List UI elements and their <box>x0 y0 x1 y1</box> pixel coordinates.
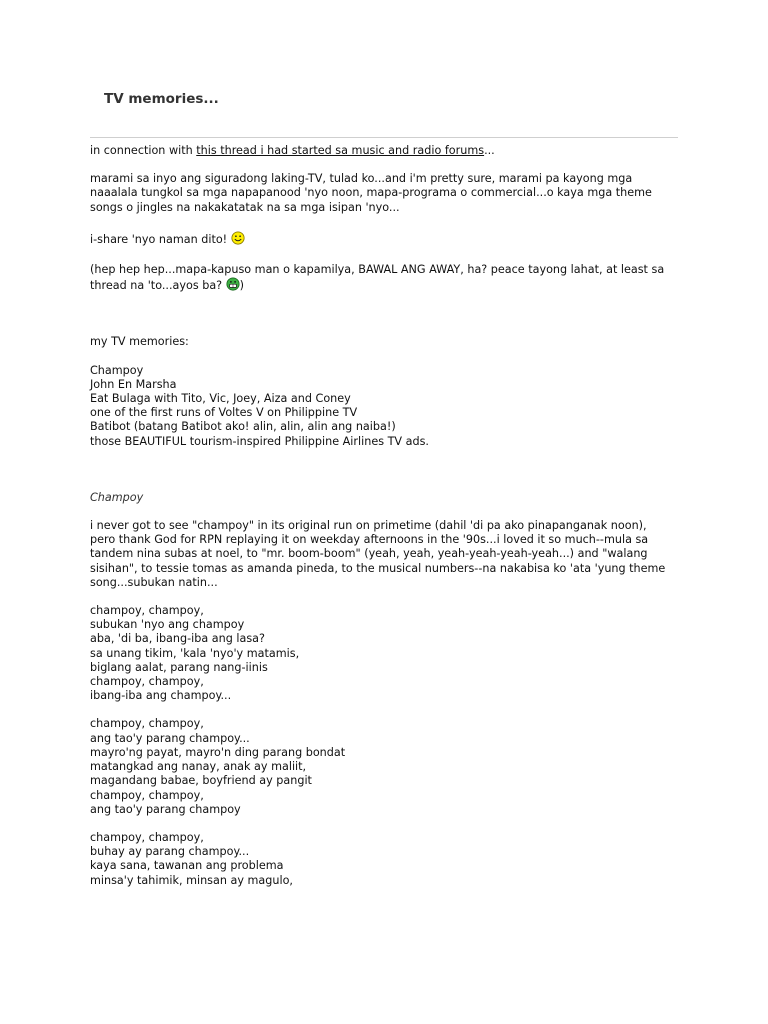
lyrics-verse-2 <box>90 717 690 816</box>
memories-heading: my TV memories: <box>90 335 189 349</box>
lyric-line: subukan 'nyo ang champoy <box>90 618 245 632</box>
lyric-line: ang tao'y parang champoy <box>90 802 241 816</box>
smile-icon <box>231 231 245 245</box>
share-line <box>90 231 690 247</box>
intro-paragraph <box>90 144 690 158</box>
lyric-line: champoy, champoy, <box>90 830 204 844</box>
lyric-line: ibang-iba ang champoy... <box>90 689 232 703</box>
note-line: thread na 'to...ayos ba? <box>90 279 226 293</box>
memory-item: John En Marsha <box>90 377 177 391</box>
memory-item: Champoy <box>90 363 144 377</box>
section-heading: Champoy <box>90 490 144 504</box>
memories-list <box>90 364 690 449</box>
paragraph-1-line: songs o jingles na nakakatatak na sa mga isipan 'nyo... <box>90 200 400 214</box>
lyric-line: magandang babae, boyfriend ay pangit <box>90 774 312 788</box>
paragraph-1-line: marami sa inyo ang siguradong laking-TV, tulad ko...and i'm pretty sure, marami pa kayong mga <box>90 172 633 186</box>
grin-icon <box>226 277 240 291</box>
intro-prefix: in connection with <box>90 144 197 157</box>
section-paragraph <box>90 519 690 590</box>
lyric-line: biglang aalat, parang nang-iinis <box>90 660 268 674</box>
memory-item: Eat Bulaga with Tito, Vic, Joey, Aiza and Coney <box>90 392 351 406</box>
intro-suffix: ... <box>484 144 495 157</box>
memory-item: those BEAUTIFUL tourism-inspired Philippine Airlines TV ads. <box>90 434 429 448</box>
lyric-line: champoy, champoy, <box>90 717 204 731</box>
share-text: i-share 'nyo naman dito! <box>90 232 231 246</box>
lyric-line: champoy, champoy, <box>90 788 204 802</box>
lyric-line: champoy, champoy, <box>90 604 204 618</box>
lyric-line: ang tao'y parang champoy... <box>90 731 250 745</box>
section-line: pero thank God for RPN replaying it on weekday afternoons in the '90s...i loved it so much--mula sa <box>90 533 649 547</box>
paragraph-1-line: naaalala tungkol sa mga napapanood 'nyo noon, mapa-programa o commercial...o kaya mga theme <box>90 186 652 200</box>
note-close: ) <box>239 279 245 293</box>
lyric-line: minsa'y tahimik, minsan ay magulo, <box>90 873 293 887</box>
section-line: song...subukan natin... <box>90 575 218 589</box>
section-line: sisihan", to tessie tomas as amanda pineda, to the musical numbers--na nakabisa ko 'ata 'yung theme <box>90 561 666 575</box>
memory-item: one of the first runs of Voltes V on Philippine TV <box>90 406 358 420</box>
section-line: i never got to see "champoy" in its original run on primetime (dahil 'di pa ako pinapanganak noon), <box>90 519 647 533</box>
lyric-line: mayro'ng payat, mayro'n ding parang bondat <box>90 745 346 759</box>
section-line: tandem nina subas at noel, to "mr. boom-boom" (yeah, yeah, yeah-yeah-yeah-yeah...) and "walang <box>90 547 648 561</box>
lyrics-verse-3 <box>90 831 690 888</box>
memory-item: Batibot (batang Batibot ako! alin, alin, alin ang naiba!) <box>90 420 396 434</box>
lyric-line: champoy, champoy, <box>90 675 204 689</box>
lyric-line: buhay ay parang champoy... <box>90 845 250 859</box>
post-title: TV memories... <box>104 91 219 107</box>
note-paragraph <box>90 263 690 293</box>
lyric-line: aba, 'di ba, ibang-iba ang lasa? <box>90 632 265 646</box>
forum-thread-link[interactable]: this thread i had started sa music and radio forums <box>196 144 485 157</box>
title-divider <box>90 137 678 138</box>
post-body <box>90 144 690 888</box>
note-line: (hep hep hep...mapa-kapuso man o kapamilya, BAWAL ANG AWAY, ha? peace tayong lahat, at least sa <box>90 263 665 277</box>
lyrics-verse-1 <box>90 604 690 703</box>
lyric-line: sa unang tikim, 'kala 'nyo'y matamis, <box>90 646 300 660</box>
lyric-line: matangkad ang nanay, anak ay maliit, <box>90 760 307 774</box>
lyric-line: kaya sana, tawanan ang problema <box>90 859 284 873</box>
paragraph-1 <box>90 172 690 215</box>
